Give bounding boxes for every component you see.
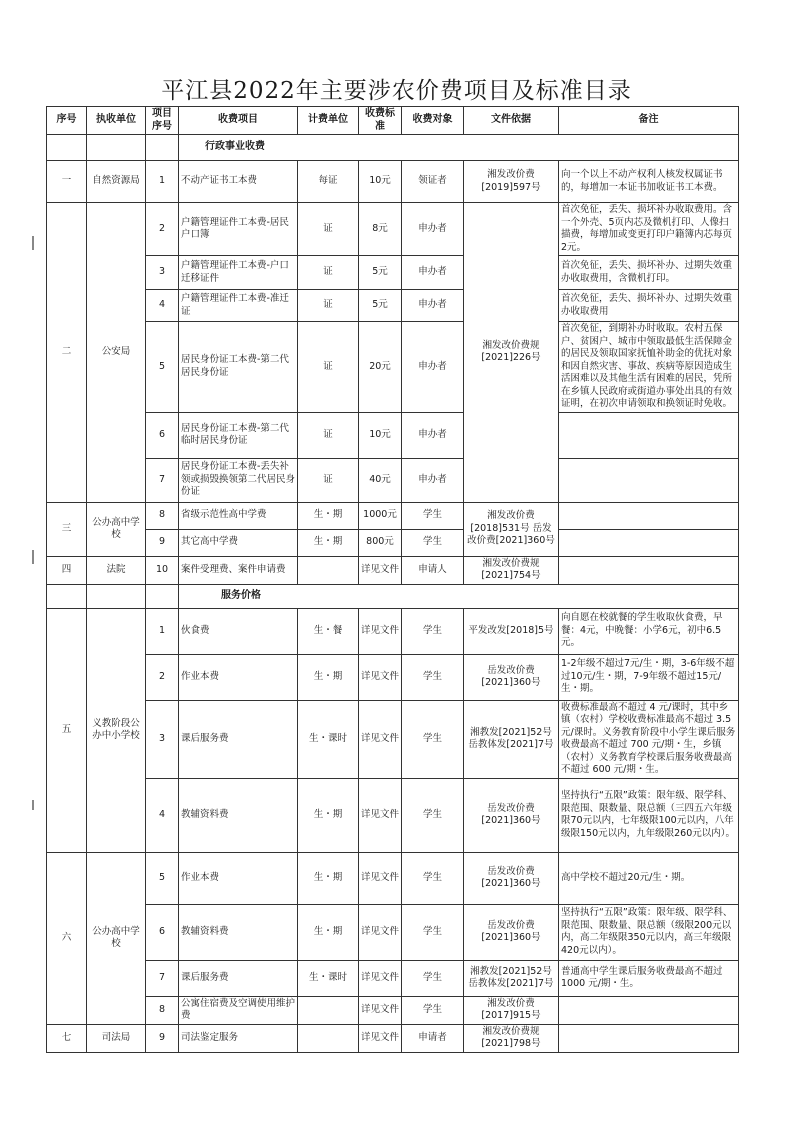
item-remark: 向自愿在校就餐的学生收取伙食费，早餐：4元，中晚餐：小学6元，初中6.5元。 bbox=[559, 608, 739, 654]
item-basis: 平发改发[2018]5号 bbox=[464, 608, 559, 654]
section-title: 服务价格 bbox=[179, 584, 739, 608]
item-name: 居民身份证工本费-丢失补领或损毁换领第二代居民身份证 bbox=[179, 458, 298, 502]
item-measure: 每证 bbox=[298, 161, 359, 203]
item-target: 申请者 bbox=[402, 1024, 464, 1052]
item-target: 申办者 bbox=[402, 290, 464, 322]
item-standard: 20元 bbox=[359, 322, 402, 413]
item-remark bbox=[559, 412, 739, 458]
item-basis: 湘发改价费规[2021]226号 bbox=[464, 203, 559, 503]
table-row bbox=[47, 960, 739, 996]
item-measure: 生・期 bbox=[298, 778, 359, 852]
section-title: 行政事业收费 bbox=[179, 135, 739, 161]
item-no: 7 bbox=[146, 458, 179, 502]
item-measure: 证 bbox=[298, 322, 359, 413]
item-standard: 详见文件 bbox=[359, 654, 402, 700]
item-measure bbox=[298, 556, 359, 584]
item-name: 案件受理费、案件申请费 bbox=[179, 556, 298, 584]
col-header-target: 收费对象 bbox=[402, 107, 464, 135]
group-seq: 五 bbox=[47, 608, 87, 852]
item-basis: 岳发改价费[2021]360号 bbox=[464, 852, 559, 904]
item-standard: 800元 bbox=[359, 529, 402, 556]
item-basis: 岳发改价费[2021]360号 bbox=[464, 904, 559, 960]
item-no: 5 bbox=[146, 322, 179, 413]
item-target: 申请人 bbox=[402, 556, 464, 584]
item-basis: 湘发改价费规[2021]754号 bbox=[464, 556, 559, 584]
item-measure: 证 bbox=[298, 290, 359, 322]
group-unit: 公安局 bbox=[87, 203, 146, 503]
item-no: 9 bbox=[146, 1024, 179, 1052]
item-measure bbox=[298, 1024, 359, 1052]
item-name: 户籍管理证件工本费-准迁证 bbox=[179, 290, 298, 322]
scan-mark bbox=[32, 800, 34, 810]
item-remark: 向一个以上不动产权利人核发权属证书的，每增加一本证书加收证书工本费。 bbox=[559, 161, 739, 203]
item-target: 学生 bbox=[402, 502, 464, 529]
item-no: 3 bbox=[146, 256, 179, 290]
item-remark: 首次免征，到期补办时收取。农村五保户、贫困户、城市中领取最低生活保障金的居民及领取国家抚恤补助金的优抚对象和因自然灾害、事故、疾病等原因造成生活困难以及其他生活有困难的居民，凭所在乡镇人民政府或街道办事处出具的有效证明，在初次申请领取和换领证时免收。 bbox=[559, 322, 739, 413]
item-target: 学生 bbox=[402, 778, 464, 852]
table-row bbox=[47, 556, 739, 584]
scan-mark bbox=[32, 550, 34, 564]
item-name: 户籍管理证件工本费-户口迁移证件 bbox=[179, 256, 298, 290]
item-name: 教辅资料费 bbox=[179, 778, 298, 852]
item-measure: 生・餐 bbox=[298, 608, 359, 654]
item-no: 9 bbox=[146, 529, 179, 556]
item-target: 申办者 bbox=[402, 322, 464, 413]
item-target: 学生 bbox=[402, 608, 464, 654]
item-basis: 湘发改价费[2017]915号 bbox=[464, 996, 559, 1024]
col-header-seq: 序号 bbox=[47, 107, 87, 135]
item-remark bbox=[559, 1024, 739, 1052]
item-measure: 生・期 bbox=[298, 904, 359, 960]
item-remark: 坚持执行“五限”政策：限年级、限学科、限范围、限数量、限总额（级限200元以内，高二年级限350元以内，高三年级限420元以内）。 bbox=[559, 904, 739, 960]
item-no: 4 bbox=[146, 290, 179, 322]
item-measure: 生・期 bbox=[298, 852, 359, 904]
table-row bbox=[47, 290, 739, 322]
item-no: 8 bbox=[146, 996, 179, 1024]
table-row bbox=[47, 996, 739, 1024]
item-standard: 10元 bbox=[359, 161, 402, 203]
item-name: 作业本费 bbox=[179, 654, 298, 700]
item-target: 学生 bbox=[402, 529, 464, 556]
item-name: 省级示范性高中学费 bbox=[179, 502, 298, 529]
item-remark bbox=[559, 556, 739, 584]
table-row bbox=[47, 608, 739, 654]
col-header-unit: 执收单位 bbox=[87, 107, 146, 135]
item-no: 2 bbox=[146, 654, 179, 700]
item-target: 学生 bbox=[402, 654, 464, 700]
item-no: 3 bbox=[146, 700, 179, 778]
group-unit: 司法局 bbox=[87, 1024, 146, 1052]
col-header-basis: 文件依据 bbox=[464, 107, 559, 135]
item-remark: 坚持执行“五限”政策：限年级、限学科、限范围、限数量、限总额（三四五六年级限70元以内，七年级限100元以内，八年级限150元以内，九年级限260元以内）。 bbox=[559, 778, 739, 852]
item-no: 6 bbox=[146, 412, 179, 458]
table-row bbox=[47, 502, 739, 529]
item-no: 10 bbox=[146, 556, 179, 584]
item-target: 申办者 bbox=[402, 256, 464, 290]
item-remark bbox=[559, 458, 739, 502]
item-basis: 岳发改价费[2021]360号 bbox=[464, 654, 559, 700]
item-target: 学生 bbox=[402, 996, 464, 1024]
item-target: 申办者 bbox=[402, 412, 464, 458]
group-seq: 二 bbox=[47, 203, 87, 503]
item-name: 课后服务费 bbox=[179, 700, 298, 778]
item-name: 司法鉴定服务 bbox=[179, 1024, 298, 1052]
item-standard: 详见文件 bbox=[359, 960, 402, 996]
item-standard: 详见文件 bbox=[359, 700, 402, 778]
table-row bbox=[47, 322, 739, 413]
col-header-measure: 计费单位 bbox=[298, 107, 359, 135]
fee-table bbox=[46, 106, 739, 1053]
table-row bbox=[47, 529, 739, 556]
item-measure: 证 bbox=[298, 256, 359, 290]
item-name: 不动产证书工本费 bbox=[179, 161, 298, 203]
item-measure: 证 bbox=[298, 412, 359, 458]
item-no: 8 bbox=[146, 502, 179, 529]
group-seq: 三 bbox=[47, 502, 87, 556]
table-row bbox=[47, 852, 739, 904]
item-target: 学生 bbox=[402, 960, 464, 996]
item-no: 2 bbox=[146, 203, 179, 256]
col-header-item-seq: 项目序号 bbox=[146, 107, 179, 135]
item-standard: 8元 bbox=[359, 203, 402, 256]
item-remark: 1-2年级不超过7元/生・期，3-6年级不超过10元/生・期，7-9年级不超过15元/生・期。 bbox=[559, 654, 739, 700]
table-row bbox=[47, 904, 739, 960]
group-seq: 七 bbox=[47, 1024, 87, 1052]
item-target: 申办者 bbox=[402, 458, 464, 502]
item-name: 教辅资料费 bbox=[179, 904, 298, 960]
item-name: 课后服务费 bbox=[179, 960, 298, 996]
table-row bbox=[47, 256, 739, 290]
item-basis: 湘教发[2021]52号 岳教体发[2021]7号 bbox=[464, 700, 559, 778]
item-no: 7 bbox=[146, 960, 179, 996]
table-row bbox=[47, 1024, 739, 1052]
item-measure: 生・课时 bbox=[298, 960, 359, 996]
item-remark bbox=[559, 529, 739, 556]
item-remark: 首次免征，丢失、损坏补办、过期失效重办收取费用，含微机打印。 bbox=[559, 256, 739, 290]
item-name: 户籍管理证件工本费-居民户口簿 bbox=[179, 203, 298, 256]
item-name: 作业本费 bbox=[179, 852, 298, 904]
item-standard: 详见文件 bbox=[359, 996, 402, 1024]
table-row bbox=[47, 161, 739, 203]
group-seq: 四 bbox=[47, 556, 87, 584]
item-basis: 岳发改价费[2021]360号 bbox=[464, 778, 559, 852]
group-unit: 法院 bbox=[87, 556, 146, 584]
item-target: 领证者 bbox=[402, 161, 464, 203]
item-measure bbox=[298, 996, 359, 1024]
item-no: 5 bbox=[146, 852, 179, 904]
table-row bbox=[47, 700, 739, 778]
item-basis: 湘发改价费规[2021]798号 bbox=[464, 1024, 559, 1052]
item-standard: 详见文件 bbox=[359, 1024, 402, 1052]
item-basis: 湘发改价费[2018]531号 岳发改价费[2021]360号 bbox=[464, 502, 559, 556]
item-basis: 湘发改价费[2019]597号 bbox=[464, 161, 559, 203]
item-remark: 首次免征，丢失、损坏补办、过期失效重办收取费用 bbox=[559, 290, 739, 322]
item-target: 申办者 bbox=[402, 203, 464, 256]
item-target: 学生 bbox=[402, 904, 464, 960]
item-standard: 1000元 bbox=[359, 502, 402, 529]
item-name: 居民身份证工本费-第二代临时居民身份证 bbox=[179, 412, 298, 458]
scan-mark bbox=[32, 236, 34, 250]
item-name: 其它高中学费 bbox=[179, 529, 298, 556]
table-row bbox=[47, 654, 739, 700]
table-row bbox=[47, 778, 739, 852]
item-standard: 10元 bbox=[359, 412, 402, 458]
group-unit: 自然资源局 bbox=[87, 161, 146, 203]
col-header-item: 收费项目 bbox=[179, 107, 298, 135]
group-unit: 义教阶段公办中小学校 bbox=[87, 608, 146, 852]
item-standard: 详见文件 bbox=[359, 852, 402, 904]
group-seq: 六 bbox=[47, 852, 87, 1024]
item-measure: 生・课时 bbox=[298, 700, 359, 778]
item-no: 6 bbox=[146, 904, 179, 960]
item-standard: 详见文件 bbox=[359, 556, 402, 584]
table-row bbox=[47, 203, 739, 256]
item-remark: 收费标准最高不超过 4 元/课时，其中乡镇（农村）学校收费标准最高不超过 3.5 元/课时。义务教育阶段中小学生课后服务收费最高不超过 700 元/期・生，乡镇（农村）义务教育学校课后服务收费最高不超过 600 元/期・生。 bbox=[559, 700, 739, 778]
item-name: 居民身份证工本费-第二代居民身份证 bbox=[179, 322, 298, 413]
col-header-standard: 收费标准 bbox=[359, 107, 402, 135]
group-seq: 一 bbox=[47, 161, 87, 203]
item-no: 4 bbox=[146, 778, 179, 852]
item-measure: 生・期 bbox=[298, 502, 359, 529]
item-standard: 40元 bbox=[359, 458, 402, 502]
col-header-remark: 备注 bbox=[559, 107, 739, 135]
item-remark: 首次免征，丢失、损坏补办收取费用。含一个外壳、5页内芯及微机打印、人像扫描费，每增加或变更打印户籍簿内芯每页2元。 bbox=[559, 203, 739, 256]
item-measure: 证 bbox=[298, 203, 359, 256]
item-measure: 生・期 bbox=[298, 529, 359, 556]
item-name: 公寓住宿费及空调使用维护费 bbox=[179, 996, 298, 1024]
item-remark bbox=[559, 996, 739, 1024]
table-row bbox=[47, 458, 739, 502]
item-standard: 5元 bbox=[359, 290, 402, 322]
table-row bbox=[47, 412, 739, 458]
item-no: 1 bbox=[146, 161, 179, 203]
item-measure: 生・期 bbox=[298, 654, 359, 700]
item-target: 学生 bbox=[402, 852, 464, 904]
item-no: 1 bbox=[146, 608, 179, 654]
item-measure: 证 bbox=[298, 458, 359, 502]
item-target: 学生 bbox=[402, 700, 464, 778]
item-remark: 普通高中学生课后服务收费最高不超过 1000 元/期・生。 bbox=[559, 960, 739, 996]
item-basis: 湘教发[2021]52号 岳教体发[2021]7号 bbox=[464, 960, 559, 996]
item-standard: 5元 bbox=[359, 256, 402, 290]
item-remark bbox=[559, 502, 739, 529]
group-unit: 公办高中学校 bbox=[87, 852, 146, 1024]
section-row bbox=[47, 584, 739, 608]
item-standard: 详见文件 bbox=[359, 904, 402, 960]
group-unit: 公办高中学校 bbox=[87, 502, 146, 556]
section-row bbox=[47, 135, 739, 161]
header-row bbox=[47, 107, 739, 135]
item-name: 伙食费 bbox=[179, 608, 298, 654]
page-title: 平江县2022年主要涉农价费项目及标准目录 bbox=[161, 78, 632, 104]
item-remark: 高中学校不超过20元/生・期。 bbox=[559, 852, 739, 904]
item-standard: 详见文件 bbox=[359, 608, 402, 654]
item-standard: 详见文件 bbox=[359, 778, 402, 852]
